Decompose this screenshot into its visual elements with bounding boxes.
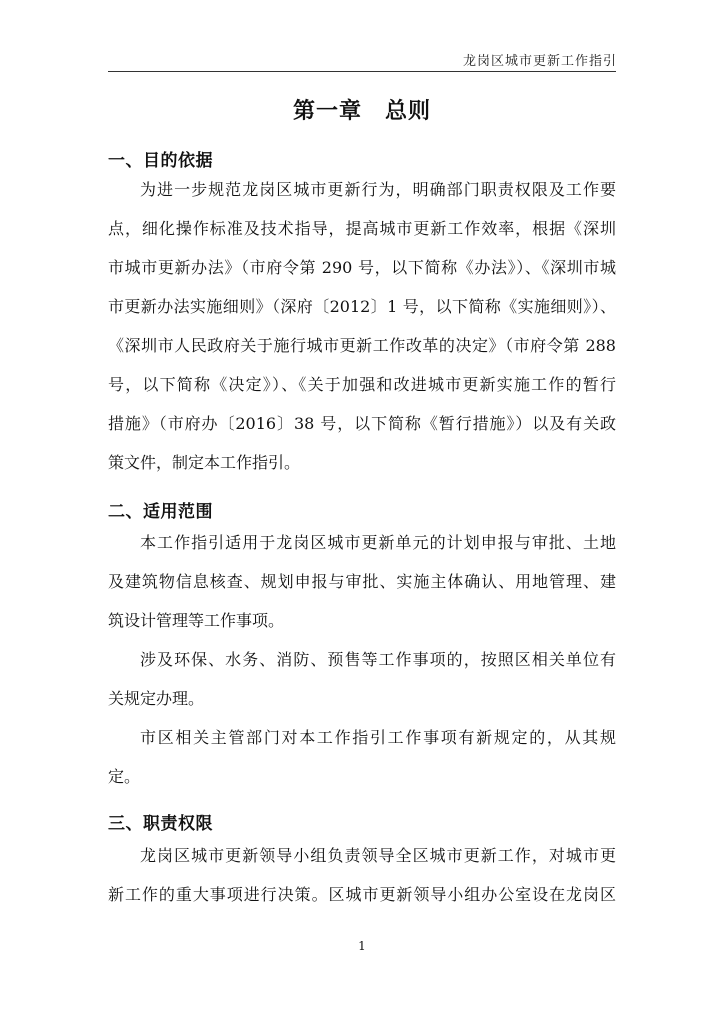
page-number: 1 xyxy=(358,939,366,953)
paragraph-line: 新工作的重大事项进行决策。区城市更新领导小组办公室设在龙岗区 xyxy=(108,885,616,904)
paragraph-line: 《深圳市人民政府关于施行城市更新工作改革的决定》（市府令第 288 xyxy=(108,336,616,355)
header-title: 龙岗区城市更新工作指引 xyxy=(462,54,617,69)
paragraph-line: 本工作指引适用于龙岗区城市更新单元的计划申报与审批、土地 xyxy=(140,533,616,552)
paragraph-line: 市区相关主管部门对本工作指引工作事项有新规定的，从其规 xyxy=(140,728,616,747)
section-heading-responsibilities: 三、职责权限 xyxy=(108,814,213,834)
paragraph-line: 市城市更新办法》（市府令第 290 号，以下简称《办法》）、《深圳市城 xyxy=(108,258,616,277)
paragraph-line: 及建筑物信息核查、规划申报与审批、实施主体确认、用地管理、建 xyxy=(108,572,616,591)
paragraph-line: 龙岗区城市更新领导小组负责领导全区城市更新工作，对城市更 xyxy=(140,846,616,865)
paragraph-line: 市更新办法实施细则》（深府〔2012〕1 号，以下简称《实施细则》）、 xyxy=(108,297,616,316)
section-heading-purpose: 一、目的依据 xyxy=(108,151,213,171)
chapter-title: 第一章 总则 xyxy=(292,99,431,124)
paragraph-line: 筑设计管理等工作事项。 xyxy=(108,611,285,630)
paragraph-line: 涉及环保、水务、消防、预售等工作事项的，按照区相关单位有 xyxy=(140,650,616,669)
header-divider xyxy=(108,71,616,72)
paragraph-line: 关规定办理。 xyxy=(108,689,205,708)
paragraph-line: 号，以下简称《决定》）、《关于加强和改进城市更新实施工作的暂行 xyxy=(108,375,616,394)
paragraph-line: 措施》（市府办〔2016〕38 号，以下简称《暂行措施》）以及有关政 xyxy=(108,414,616,433)
paragraph-line: 点，细化操作标准及技术指导，提高城市更新工作效率，根据《深圳 xyxy=(108,219,616,238)
paragraph-line: 策文件，制定本工作指引。 xyxy=(108,453,301,472)
paragraph-line: 定。 xyxy=(108,767,141,786)
section-heading-scope: 二、适用范围 xyxy=(108,502,213,522)
paragraph-line: 为进一步规范龙岗区城市更新行为，明确部门职责权限及工作要 xyxy=(140,180,616,199)
